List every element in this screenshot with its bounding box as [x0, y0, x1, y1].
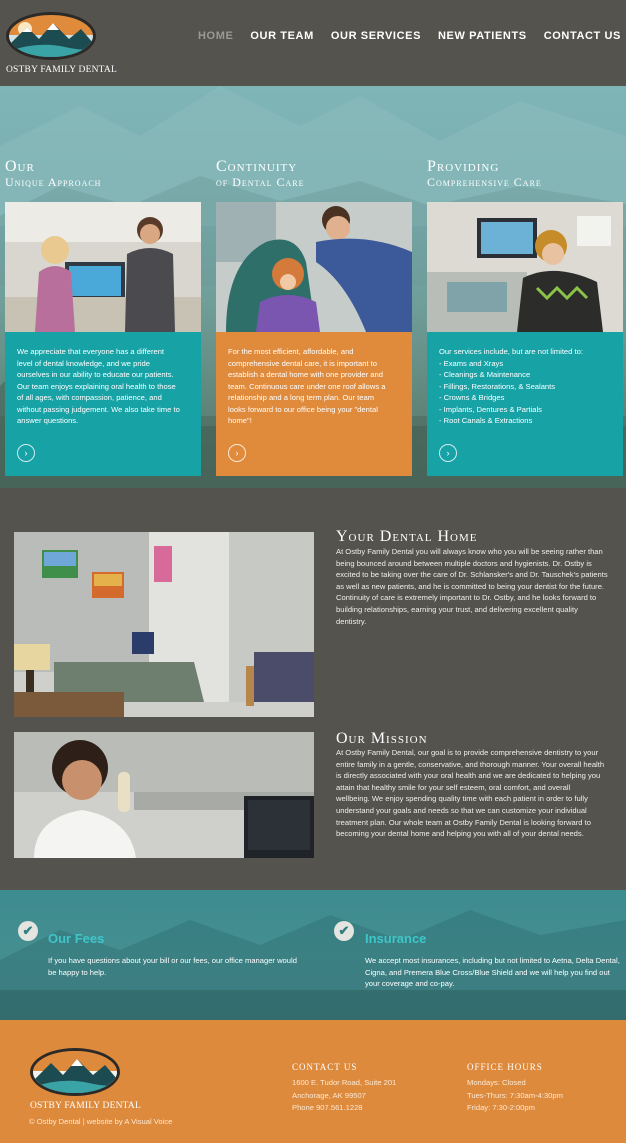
- nav-new-patients[interactable]: NEW PATIENTS: [438, 30, 527, 42]
- paragraph-line: be happy to help.: [48, 967, 107, 977]
- paragraph-line: At Ostby Family Dental, our goal is to provide comprehensive dentistry to your: [336, 748, 599, 757]
- phone-link[interactable]: Phone 907.561.1228: [292, 1103, 363, 1112]
- card-title-line2: of Dental Care: [216, 175, 305, 189]
- card-text-line: - Crowns & Bridges: [439, 393, 505, 402]
- paragraph-line: If you have questions about your bill or our fees, our office manager would: [48, 956, 297, 965]
- paragraph-line: excited to be taking over the care of Dr. Schlansker's and Dr. Tauschek's patients: [336, 570, 608, 580]
- main-nav: [198, 30, 621, 42]
- paragraph-line: your coverage and co-pay.: [365, 979, 455, 989]
- paragraph-line: is directly associated with your oral health and we are dedicated to helping you: [336, 771, 601, 781]
- footer-logo[interactable]: [30, 1048, 141, 1111]
- card-body: [5, 332, 201, 476]
- card-title-line2: Comprehensive Care: [427, 175, 542, 189]
- card-text-line: level of dental knowledge, and we pride: [17, 358, 150, 368]
- paragraph-line: wellbeing. We enjoy spending quality time with each patient in order to fully: [336, 794, 588, 804]
- paragraph-line: We accept most insurances, including but not limited to Aetna, Delta Dental,: [365, 956, 620, 965]
- logo-mountain-icon: [30, 1048, 120, 1096]
- card-text-line: - Cleanings & Maintenance: [439, 370, 531, 379]
- checkmark-icon: ✔: [334, 921, 354, 941]
- fees-title: Our Fees: [48, 931, 105, 946]
- home-section-title: Your Dental Home: [336, 528, 478, 545]
- card-comprehensive-care: [427, 158, 623, 458]
- home-section-text: [336, 546, 608, 627]
- contact-info: [292, 1077, 396, 1115]
- paragraph-line: understand your goals and needs so that we can customize your individual: [336, 805, 587, 815]
- card-photo-patient: [216, 202, 412, 332]
- card-text-line: establish a dental home with one provider and: [228, 370, 383, 379]
- card-text-line: We appreciate that everyone has a different: [17, 347, 165, 356]
- card-text-line: - Root Canals & Extractions: [439, 416, 533, 425]
- card-unique-approach: [5, 158, 201, 458]
- card-text-line: - Exams and Xrays: [439, 358, 504, 368]
- card-text-line: relationship and a long term plan. Our team: [228, 393, 375, 402]
- card-more-button[interactable]: ›: [228, 444, 246, 462]
- card-title-line1: Our: [5, 158, 35, 175]
- paragraph-line: as well as new patients, and he is committed to being your dentist for the future.: [336, 581, 605, 591]
- paragraph-line: becoming your dental home and helping you with all of your dental needs.: [336, 829, 584, 839]
- card-text-line: without passing judgement. We also take time to: [17, 404, 180, 414]
- card-text-line: ourselves in our ability to educate our patients.: [17, 370, 174, 379]
- nav-our-team[interactable]: OUR TEAM: [250, 30, 314, 42]
- office-hours: [467, 1077, 563, 1115]
- card-title-line1: Providing: [427, 158, 500, 175]
- hours-heading: OFFICE HOURS: [467, 1062, 543, 1072]
- card-text-line: - Implants, Dentures & Partials: [439, 404, 542, 414]
- paragraph-line: building relationships, earning your trust, and delivering excellent quality: [336, 604, 578, 614]
- card-more-button[interactable]: ›: [17, 444, 35, 462]
- nav-home[interactable]: HOME: [198, 30, 234, 42]
- card-body: [427, 332, 623, 476]
- site-footer: [0, 1020, 626, 1143]
- card-text-line: team. Continuous care under one roof allows a: [228, 381, 386, 391]
- insurance-title: Insurance: [365, 931, 427, 946]
- card-text-line: home"!: [228, 416, 252, 425]
- card-text-line: looks forward to our office being your "dental: [228, 404, 378, 414]
- about-section: [0, 488, 626, 890]
- mission-section-text: [336, 747, 604, 840]
- card-photo-hygienist: [427, 202, 623, 332]
- nav-our-services[interactable]: OUR SERVICES: [330, 30, 422, 42]
- paragraph-line: entire family in a gentle, conservative, and thorough manner. Your overall health: [336, 759, 605, 769]
- fees-insurance-section: [0, 890, 626, 1020]
- logo-mountain-icon: [6, 12, 96, 60]
- address-line: Anchorage, AK 99507: [292, 1090, 366, 1100]
- site-logo[interactable]: [6, 12, 117, 84]
- card-photo-staff: [5, 202, 201, 332]
- card-text-line: Our team enjoys explaining oral health to those: [17, 381, 176, 391]
- hours-line: Tues-Thurs: 7:30am-4:30pm: [467, 1090, 563, 1100]
- mission-section-title: Our Mission: [336, 730, 428, 747]
- paragraph-line: treatment plan. Our whole team at Ostby Family Dental is looking forward to: [336, 817, 591, 827]
- checkmark-icon: ✔: [18, 921, 38, 941]
- paragraph-line: being bounced around between multiple doctors and hygienists. Dr. Ostby is: [336, 558, 592, 568]
- card-title-line1: Continuity: [216, 158, 298, 175]
- receptionist-photo: [14, 732, 314, 858]
- hours-line: Mondays: Closed: [467, 1078, 526, 1087]
- paragraph-line: Continuity of care is extremely important to Dr. Ostby, and he looks forward to: [336, 593, 597, 603]
- copyright-text: © Ostby Dental | website by A Visual Voice: [29, 1117, 173, 1126]
- nav-contact-us[interactable]: CONTACT US: [543, 30, 621, 42]
- card-text-line: answer questions.: [17, 416, 79, 425]
- card-text-line: Our services include, but are not limited to:: [439, 347, 583, 356]
- hours-line: Friday: 7:30-2:00pm: [467, 1103, 535, 1112]
- card-text-line: For the most efficient, affordable, and: [228, 347, 354, 356]
- site-header: [0, 0, 626, 86]
- paragraph-line: At Ostby Family Dental you will always know who you will be seeing rather than: [336, 547, 603, 556]
- card-title-line2: Unique Approach: [5, 175, 102, 189]
- footer-brand-name: OSTBY FAMILY DENTAL: [30, 1101, 141, 1111]
- office-waiting-room-photo: [14, 532, 314, 717]
- contact-heading: CONTACT US: [292, 1062, 358, 1072]
- fees-text: [48, 955, 297, 978]
- address-line: 1600 E. Tudor Road, Suite 201: [292, 1078, 397, 1087]
- card-more-button[interactable]: ›: [439, 444, 457, 462]
- paragraph-line: Cigna, and Premera Blue Cross/Blue Shield and we will help you find out: [365, 967, 610, 977]
- card-text-line: of all ages, with compassion, patience, and: [17, 393, 162, 402]
- card-continuity: [216, 158, 412, 458]
- paragraph-line: dentistry.: [336, 616, 367, 626]
- insurance-text: [365, 955, 620, 990]
- hero-section: [0, 86, 626, 488]
- paragraph-line: attain that healthy smile for your self esteem, oral comfort, and overall: [336, 782, 571, 792]
- card-text-line: - Fillings, Restorations, & Sealants: [439, 381, 556, 391]
- card-body: [216, 332, 412, 476]
- card-text-line: comprehensive dental care, it is important to: [228, 358, 377, 368]
- brand-name: OSTBY FAMILY DENTAL: [6, 65, 117, 75]
